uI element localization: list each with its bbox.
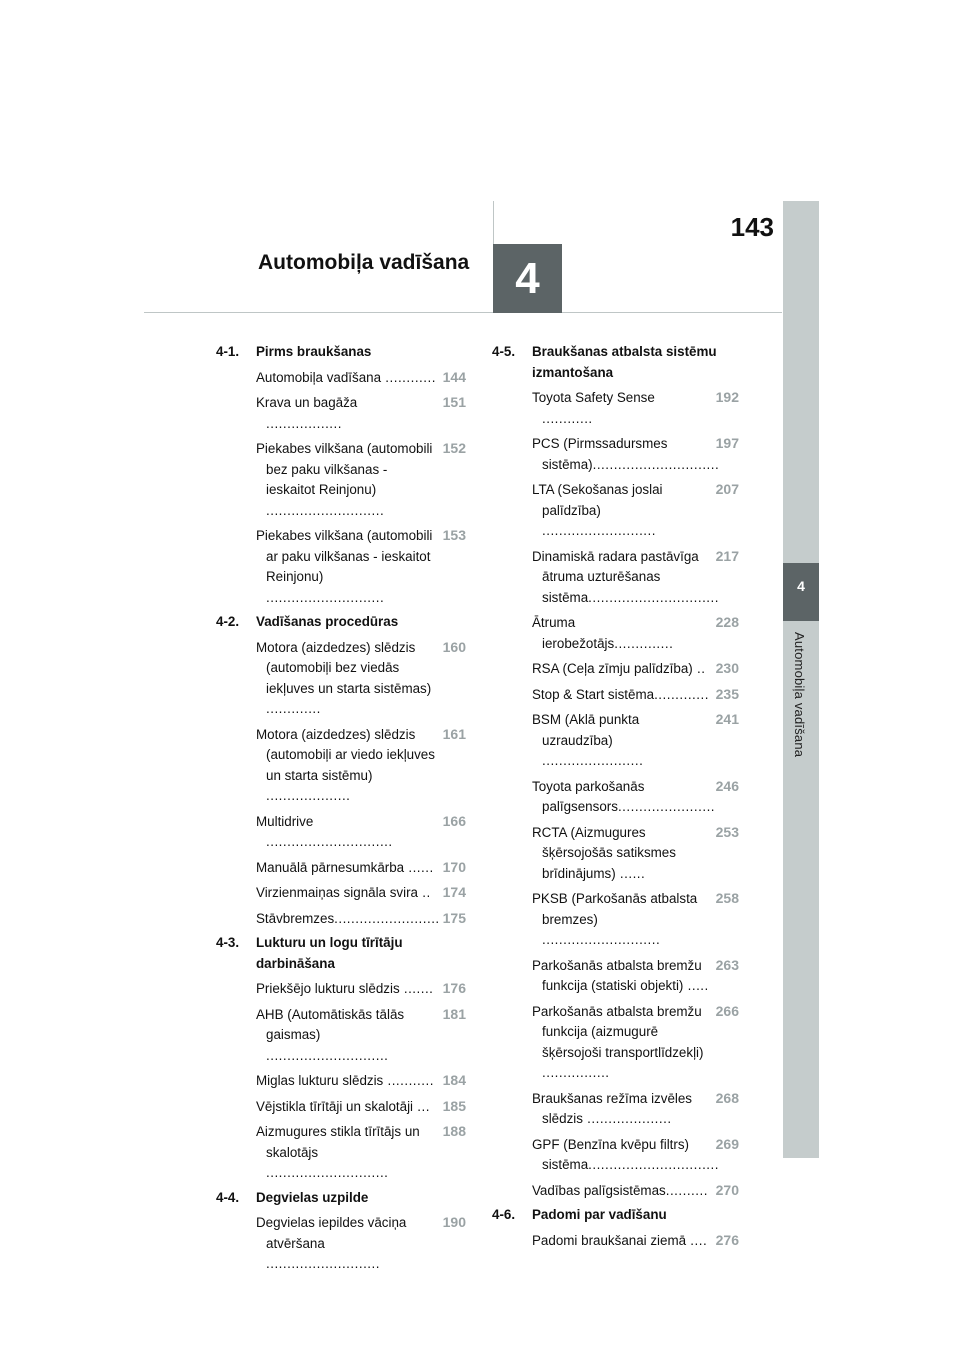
- toc-entry-title: RSA (Ceļa zīmju palīdzība) ..: [532, 661, 706, 676]
- toc-entry-leader: ......: [615, 865, 646, 881]
- toc-entry-page[interactable]: 207: [715, 481, 739, 497]
- toc-entry[interactable]: [216, 1070, 466, 1092]
- toc-entry-title: Parkošanās atbalsta bremžu funkcija (statiski objekti) .....: [532, 957, 709, 993]
- toc-entry-leader: ..............................: [592, 456, 720, 472]
- toc-entry-page[interactable]: 230: [715, 660, 739, 676]
- toc-entry-title: PCS (Pirmssadursmes sistēma)..............................: [532, 436, 720, 472]
- toc-entry-leader: ...........: [383, 1073, 434, 1088]
- toc-entry[interactable]: [492, 955, 739, 997]
- toc-entry[interactable]: [216, 438, 466, 521]
- toc-entry[interactable]: [492, 1088, 739, 1130]
- toc-entry-leader: .......................: [617, 799, 716, 814]
- toc-entry-leader: ...............................: [588, 589, 719, 605]
- toc-entry-leader: ....: [686, 1232, 708, 1248]
- toc-entry[interactable]: [216, 525, 466, 608]
- toc-entry-leader: .........................: [334, 910, 440, 926]
- toc-entry[interactable]: [216, 857, 466, 879]
- toc-entry-page[interactable]: 266: [715, 1002, 739, 1019]
- toc-entry[interactable]: [492, 612, 739, 654]
- toc-entry-leader: .............: [654, 686, 709, 702]
- toc-entry-page[interactable]: 174: [442, 884, 466, 900]
- toc-entry-title: Stāvbremzes.........................: [256, 910, 440, 926]
- toc-entry-title: Automobiļa vadīšana ............: [256, 369, 436, 385]
- toc-entry-leader: ..................: [266, 415, 342, 431]
- toc-entry-title: AHB (Automātiskās tālās gaismas) .............................: [256, 1006, 405, 1063]
- toc-entry-page[interactable]: 181: [442, 1005, 466, 1022]
- page-number: 143: [730, 212, 774, 242]
- toc-entry-title: LTA (Sekošanas joslai palīdzība) ...........................: [532, 482, 663, 538]
- toc-entry-leader: ............................: [542, 932, 661, 947]
- toc-entry-title: Toyota Safety Sense ............: [532, 390, 655, 426]
- toc-entry-leader: ...........................: [266, 1256, 380, 1271]
- toc-entry-page[interactable]: 246: [715, 777, 739, 794]
- toc-section-title: Vadīšanas procedūras: [256, 614, 399, 629]
- toc-entry[interactable]: [492, 1230, 739, 1252]
- toc-section-title: Pirms braukšanas: [256, 344, 372, 359]
- toc-entry-title: Aizmugures stikla tīrītājs un skalotājs .............................: [256, 1124, 420, 1180]
- toc-entry[interactable]: [216, 724, 466, 807]
- toc-section-number: 4-5.: [492, 344, 516, 359]
- toc-entry-title: Stop & Start sistēma.............: [532, 686, 709, 702]
- toc-entry-leader: ............: [381, 369, 436, 385]
- toc-entry-leader: .......: [399, 981, 434, 996]
- toc-section-title: Padomi par vadīšanu: [532, 1207, 667, 1222]
- toc-entry[interactable]: [216, 1212, 466, 1275]
- toc-entry-page[interactable]: 153: [442, 527, 466, 543]
- toc-entry-title: BSM (Aklā punkta uzraudzība) ........................: [532, 712, 644, 768]
- toc-entry-leader: ....................: [582, 1111, 672, 1126]
- toc-entry-title: Motora (aizdedzes) slēdzis (automobiļi bez viedās iekļuves un starta sistēmas) .............: [256, 639, 432, 716]
- toc-entry-title: Piekabes vilkšana (automobili bez paku vilkšanas - ieskaitot Reinjonu) ............................: [256, 441, 433, 518]
- toc-entry-leader: ................: [542, 1065, 610, 1080]
- toc-entry-page[interactable]: 151: [442, 394, 466, 410]
- toc-entry-page[interactable]: 170: [442, 858, 466, 875]
- toc-section-title: Degvielas uzpilde: [256, 1189, 369, 1205]
- toc-entry-leader: ............................: [266, 589, 385, 605]
- toc-entry[interactable]: [492, 658, 739, 680]
- toc-entry-leader: ......: [404, 859, 434, 875]
- toc-entry-title: Vējstikla tīrītāji un skalotāji ...: [256, 1098, 430, 1114]
- toc-entry-leader: ........................: [542, 753, 644, 768]
- toc-entry-page[interactable]: 166: [442, 812, 466, 829]
- toc-entry-page[interactable]: 160: [442, 638, 466, 655]
- header-divider-horizontal: [144, 312, 782, 313]
- toc-entry[interactable]: [492, 479, 739, 542]
- toc-entry-page[interactable]: 192: [715, 389, 739, 405]
- toc-entry-page[interactable]: 185: [442, 1097, 466, 1114]
- toc-entry-title: Braukšanas režīma izvēles slēdzis ....................: [532, 1090, 693, 1126]
- toc-entry-title: Virzienmaiņas signāla svira ..: [256, 885, 431, 900]
- toc-entry-leader: ..: [418, 885, 431, 900]
- toc-entry-page[interactable]: 188: [442, 1123, 466, 1139]
- toc-entry-page[interactable]: 235: [715, 685, 739, 702]
- toc-entry[interactable]: [492, 709, 739, 772]
- toc-entry[interactable]: [492, 1180, 739, 1202]
- toc-entry-page[interactable]: 258: [715, 890, 739, 906]
- toc-entry-page[interactable]: 241: [715, 711, 739, 727]
- toc-entry[interactable]: [216, 882, 466, 904]
- toc-left-column: [216, 342, 466, 1279]
- toc-entry[interactable]: [492, 822, 739, 885]
- toc-entry-page[interactable]: 276: [715, 1231, 739, 1248]
- toc-entry-page[interactable]: 270: [715, 1181, 739, 1198]
- toc-entry-page[interactable]: 228: [715, 614, 739, 630]
- toc-entry-page[interactable]: 197: [715, 435, 739, 451]
- toc-section-number: 4-6.: [492, 1207, 516, 1222]
- toc-entry-leader: .............: [266, 701, 321, 716]
- toc-entry[interactable]: [492, 1001, 739, 1084]
- toc-entry[interactable]: [492, 888, 739, 951]
- toc-entry[interactable]: [216, 1004, 466, 1067]
- toc-entry[interactable]: [492, 546, 739, 609]
- toc-section-heading: [492, 1205, 739, 1226]
- toc-section-heading: [216, 1188, 466, 1209]
- toc-entry-title: Toyota parkošanās palīgsensors.......................: [532, 778, 716, 814]
- toc-entry-title: Multidrive ..............................: [256, 813, 393, 849]
- toc-entry[interactable]: [216, 1096, 466, 1118]
- chapter-number-box: 4: [493, 244, 562, 313]
- toc-section-number: 4-2.: [216, 614, 240, 629]
- toc-entry[interactable]: [492, 684, 739, 706]
- toc-entry-leader: ...........................: [542, 523, 656, 538]
- toc-entry[interactable]: [492, 776, 739, 818]
- toc-entry-leader: .............................: [266, 1165, 389, 1180]
- toc-entry-page[interactable]: 161: [442, 725, 466, 742]
- toc-entry-page[interactable]: 263: [715, 956, 739, 973]
- toc-section-number: 4-1.: [216, 344, 240, 359]
- toc-section-number: 4-3.: [216, 935, 240, 950]
- toc-entry-page[interactable]: 268: [715, 1089, 739, 1106]
- toc-entry[interactable]: [216, 811, 466, 853]
- toc-entry-title: Piekabes vilkšana (automobili ar paku vilkšanas - ieskaitot Reinjonu) ............................: [256, 528, 433, 605]
- toc-entry-title: GPF (Benzīna kvēpu filtrs) sistēma...............................: [532, 1136, 719, 1172]
- toc-entry-leader: ....................: [266, 788, 351, 803]
- toc-entry-page[interactable]: 152: [442, 440, 466, 456]
- toc-entry[interactable]: [492, 387, 739, 429]
- toc-entry-page[interactable]: 217: [715, 547, 739, 564]
- toc-entry-title: Manuālā pārnesumkārba ......: [256, 859, 434, 875]
- chapter-title: Automobiļa vadīšana: [258, 251, 470, 274]
- toc-entry-page[interactable]: 144: [442, 368, 466, 385]
- toc-entry-title: PKSB (Parkošanās atbalsta bremzes) ............................: [532, 891, 698, 947]
- toc-entry-page[interactable]: 269: [715, 1135, 739, 1152]
- toc-section-title: Lukturu un logu tīrītāju darbināšana: [256, 935, 403, 971]
- toc-entry[interactable]: [492, 433, 739, 475]
- toc-entry-title: Parkošanās atbalsta bremžu funkcija (aizmugurē šķērsojoši transportlīdzekļi) ................: [532, 1003, 704, 1080]
- toc-entry-page[interactable]: 190: [442, 1214, 466, 1230]
- toc-entry[interactable]: [492, 1134, 739, 1176]
- toc-entry-title: Padomi braukšanai ziemā ....: [532, 1232, 708, 1248]
- toc-entry-title: Vadības palīgsistēmas..........: [532, 1182, 708, 1198]
- toc-entry-title: Degvielas iepildes vāciņa atvēršana ...........................: [256, 1215, 407, 1271]
- toc-entry-title: Miglas lukturu slēdzis ...........: [256, 1073, 434, 1088]
- toc-entry-page[interactable]: 253: [715, 823, 739, 840]
- toc-entry-leader: ...............................: [588, 1157, 719, 1172]
- toc-right-column: [492, 342, 739, 1255]
- toc-entry-leader: ..: [692, 661, 706, 676]
- toc-entry[interactable]: [216, 637, 466, 720]
- toc-entry[interactable]: [216, 908, 466, 930]
- toc-entry-page[interactable]: 184: [442, 1072, 466, 1088]
- toc-section-number: 4-4.: [216, 1189, 240, 1205]
- toc-section-title: Braukšanas atbalsta sistēmu izmantošana: [532, 344, 717, 380]
- toc-entry-title: RCTA (Aizmugures šķērsojošās satiksmes brīdinājums) ......: [532, 824, 676, 881]
- side-tab-label: Automobiļa vadīšana: [792, 632, 807, 758]
- toc-entry-title: Motora (aizdedzes) slēdzis (automobiļi ar viedo iekļuves un starta sistēmu) ....................: [256, 726, 435, 803]
- side-tab-number: 4: [797, 578, 805, 594]
- toc-entry-leader: .....: [683, 978, 709, 993]
- toc-section-heading: [492, 342, 739, 383]
- toc-section-heading: [216, 342, 466, 363]
- toc-entry[interactable]: [216, 367, 466, 389]
- toc-entry-title: Ātruma ierobežotājs..............: [532, 615, 674, 651]
- toc-entry[interactable]: [216, 978, 466, 1000]
- toc-entry-page[interactable]: 175: [442, 909, 466, 926]
- toc-entry[interactable]: [216, 392, 466, 434]
- toc-entry-leader: ............: [542, 410, 593, 426]
- toc-entry-leader: ............................: [266, 502, 385, 518]
- toc-entry-page[interactable]: 176: [442, 980, 466, 996]
- toc-entry-title: Krava un bagāža ..................: [256, 395, 358, 431]
- toc-entry-leader: ..............................: [266, 834, 393, 849]
- toc-entry-leader: ...: [413, 1098, 430, 1114]
- toc-entry[interactable]: [216, 1121, 466, 1184]
- toc-entry-leader: .............................: [266, 1047, 389, 1063]
- toc-entry-leader: ..........: [665, 1182, 708, 1198]
- toc-section-heading: [216, 933, 466, 974]
- toc-entry-title: Priekšējo lukturu slēdzis .......: [256, 981, 434, 996]
- toc-entry-leader: ..............: [614, 635, 674, 651]
- toc-section-heading: [216, 612, 466, 633]
- toc-entry-title: Dinamiskā radara pastāvīga ātruma uzturēšanas sistēma...............................: [532, 548, 719, 605]
